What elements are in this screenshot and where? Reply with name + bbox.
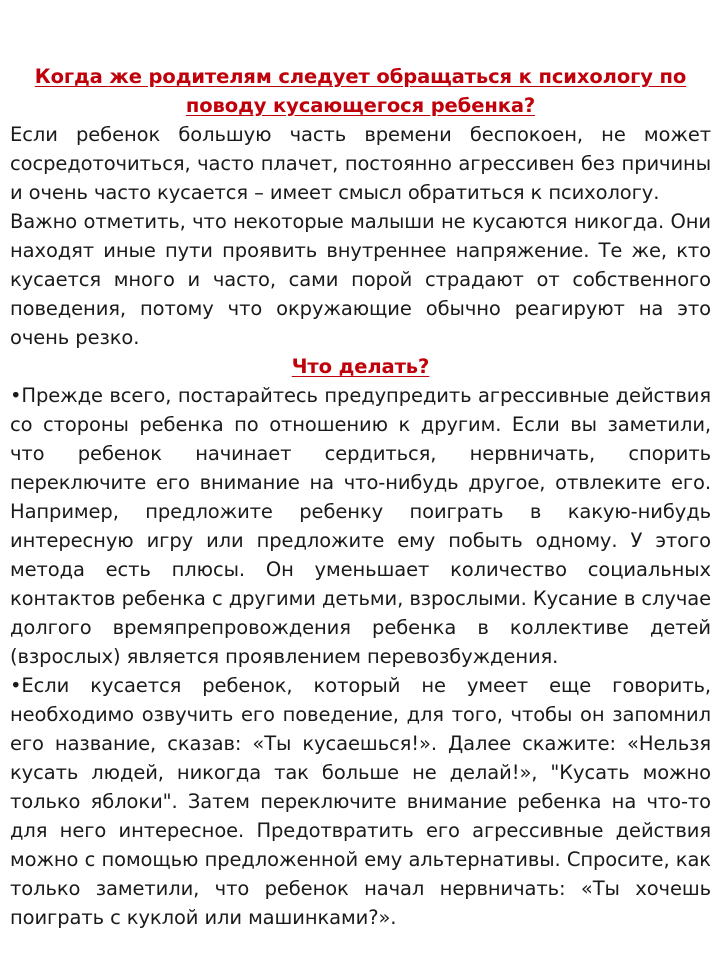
document-page [10,62,711,932]
paragraph-some-children-never-bite: Важно отметить, что некоторые малыши не кусаются никогда. Они находят иные пути проявить внутреннее напряжение. Те же, кто кусается много и часто, сами порой страдают от собственного поведения, потому что окружающие обычно реагируют на это очень резко. [10,210,711,349]
paragraph-prevent-aggression: •Прежде всего, постарайтесь предупредить агрессивные действия со стороны ребенка по отношению к другим. Если вы заметили, что ребенок начинает сердиться, нервничать, спорить переключите его внимание на что-нибудь другое, отвлеките его. Например, предложите ребенку поиграть в какую-нибудь интересную игру или предложите ему побыть одному. У этого метода есть плюсы. Он уменьшает количество социальных контактов ребенка с другими детьми, взрослыми. Кусание в случае долгого времяпрепровождения ребенка в коллективе детей (взрослых) является проявлением перевозбуждения. [10,384,711,668]
paragraph-name-the-behavior: •Если кусается ребенок, который не умеет еще говорить, необходимо озвучить его поведение, для того, чтобы он запомнил его название, сказав: «Ты кусаешься!». Далее скажите: «Нельзя кусать людей, никогда так больше не делай!», "Кусать можно только яблоки". Затем переключите внимание ребенка на что-то для него интересное. Предотвратить его агрессивные действия можно с помощью предложенной ему альтернативы. Спросите, как только заметили, что ребенок начал нервничать: «Ты хочешь поиграть с куклой или машинками?». [10,674,711,929]
what-to-do-heading: Что делать? [291,355,430,378]
paragraph-when-to-see-psychologist: Если ребенок большую часть времени беспокоен, не может сосредоточиться, часто плачет, постоянно агрессивен без причины и очень часто кусается – имеет смысл обратиться к психологу. [10,123,711,204]
main-heading: Когда же родителям следует обращаться к психологу по поводу кусающегося ребенка? [34,65,687,117]
